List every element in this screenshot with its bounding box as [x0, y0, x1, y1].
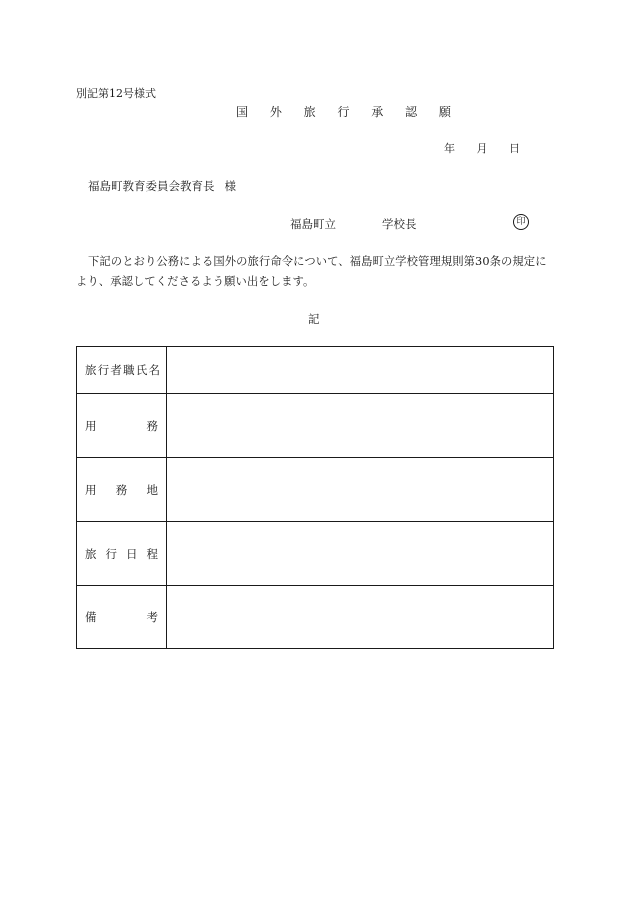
- row-purpose: [77, 394, 554, 458]
- row-label-char: 名: [148, 363, 162, 377]
- addressee-line: [88, 178, 236, 194]
- row-label-text: [85, 418, 158, 434]
- row-label-char: 考: [146, 610, 158, 624]
- date-year-label: 年: [444, 142, 455, 155]
- applicant-school-prefix: 福島町立: [290, 217, 336, 231]
- row-label: [77, 394, 167, 458]
- row-label-char: 務: [115, 482, 128, 497]
- row-label-char: 旅: [85, 546, 97, 561]
- date-line: [444, 140, 520, 156]
- row-value-cell[interactable]: [167, 394, 554, 458]
- row-label-char: 氏: [135, 363, 149, 377]
- row-label: [77, 522, 167, 586]
- detail-table: [76, 346, 554, 649]
- row-label-text: [85, 482, 158, 498]
- applicant-role: 学校長: [382, 217, 417, 231]
- row-label-char: 行: [105, 546, 117, 561]
- row-label-text: [85, 362, 162, 378]
- row-traveler-name: [77, 347, 554, 394]
- ki-heading: 記: [308, 312, 320, 326]
- row-label-char: 日: [126, 546, 138, 561]
- row-label: [77, 458, 167, 522]
- row-label: [77, 586, 167, 649]
- request-body-text: 下記のとおり公務による国外の旅行命令について、福島町立学校管理規則第30条の規定により、承認してくださるよう願い出をします。: [76, 255, 547, 288]
- row-label-char: 務: [146, 418, 158, 433]
- seal-mark: 印: [513, 214, 529, 230]
- row-label: [77, 347, 167, 394]
- document-title: 国 外 旅 行 承 認 願: [236, 105, 460, 119]
- row-label-char: 職: [123, 363, 136, 377]
- row-label-char: 者: [110, 363, 124, 377]
- addressee-honorific: 様: [224, 179, 236, 193]
- row-label-char: 程: [146, 546, 158, 561]
- row-remarks: [77, 586, 554, 649]
- row-label-char: 行: [97, 363, 111, 377]
- row-label-char: 備: [85, 610, 97, 624]
- row-value-cell[interactable]: [167, 522, 554, 586]
- applicant-line: [290, 216, 417, 232]
- date-day-label: 日: [509, 142, 520, 155]
- row-value-cell[interactable]: [167, 347, 554, 394]
- row-label-char: 旅: [85, 363, 98, 377]
- row-label-text: [85, 609, 158, 625]
- addressee-name: 福島町教育委員会教育長: [88, 179, 215, 193]
- row-value-cell[interactable]: [167, 586, 554, 649]
- row-label-char: 用: [85, 418, 97, 433]
- row-label-char: 用: [85, 482, 97, 497]
- form-number: 別記第12号様式: [76, 87, 156, 100]
- row-destination: [77, 458, 554, 522]
- row-label-text: [85, 546, 158, 562]
- row-label-char: 地: [146, 482, 158, 497]
- date-month-label: 月: [476, 142, 488, 155]
- row-value-cell[interactable]: [167, 458, 554, 522]
- row-itinerary: [77, 522, 554, 586]
